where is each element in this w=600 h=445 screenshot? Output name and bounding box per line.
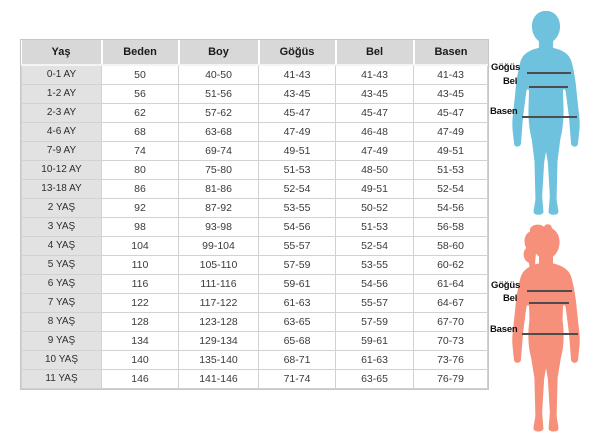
value-cell: 68-71 <box>259 350 336 369</box>
girl-silhouette <box>512 227 579 432</box>
value-cell: 71-74 <box>259 369 336 388</box>
value-cell: 48-50 <box>336 160 414 179</box>
value-cell: 69-74 <box>179 141 259 160</box>
value-cell: 73-76 <box>414 350 488 369</box>
value-cell: 87-92 <box>179 198 259 217</box>
table-row <box>22 179 488 198</box>
age-cell: 13-18 AY <box>22 179 102 198</box>
value-cell: 117-122 <box>179 293 259 312</box>
value-cell: 41-43 <box>259 65 336 84</box>
value-cell: 60-62 <box>414 255 488 274</box>
value-cell: 49-51 <box>414 141 488 160</box>
male-chest-label: Göğüs <box>491 62 521 73</box>
value-cell: 105-110 <box>179 255 259 274</box>
value-cell: 52-54 <box>259 179 336 198</box>
age-cell: 10-12 AY <box>22 160 102 179</box>
column-header: Basen <box>414 40 488 65</box>
column-header: Beden <box>102 40 179 65</box>
value-cell: 59-61 <box>336 331 414 350</box>
value-cell: 47-49 <box>259 122 336 141</box>
value-cell: 57-59 <box>259 255 336 274</box>
value-cell: 43-45 <box>414 84 488 103</box>
age-cell: 2 YAŞ <box>22 198 102 217</box>
value-cell: 128 <box>102 312 179 331</box>
value-cell: 98 <box>102 217 179 236</box>
value-cell: 61-63 <box>259 293 336 312</box>
value-cell: 49-51 <box>336 179 414 198</box>
value-cell: 110 <box>102 255 179 274</box>
age-cell: 11 YAŞ <box>22 369 102 388</box>
value-cell: 47-49 <box>414 122 488 141</box>
column-header: Boy <box>179 40 259 65</box>
value-cell: 123-128 <box>179 312 259 331</box>
value-cell: 63-68 <box>179 122 259 141</box>
age-cell: 1-2 AY <box>22 84 102 103</box>
value-cell: 56-58 <box>414 217 488 236</box>
value-cell: 51-53 <box>259 160 336 179</box>
table-row <box>22 65 488 84</box>
value-cell: 141-146 <box>179 369 259 388</box>
header-row <box>22 40 488 65</box>
value-cell: 99-104 <box>179 236 259 255</box>
value-cell: 58-60 <box>414 236 488 255</box>
value-cell: 104 <box>102 236 179 255</box>
value-cell: 53-55 <box>259 198 336 217</box>
value-cell: 57-59 <box>336 312 414 331</box>
table-row <box>22 293 488 312</box>
male-chest-line <box>527 72 571 74</box>
value-cell: 146 <box>102 369 179 388</box>
value-cell: 54-56 <box>414 198 488 217</box>
value-cell: 70-73 <box>414 331 488 350</box>
value-cell: 47-49 <box>336 141 414 160</box>
value-cell: 45-47 <box>336 103 414 122</box>
value-cell: 54-56 <box>336 274 414 293</box>
value-cell: 54-56 <box>259 217 336 236</box>
value-cell: 43-45 <box>336 84 414 103</box>
female-hip-label: Basen <box>490 324 518 335</box>
age-cell: 6 YAŞ <box>22 274 102 293</box>
value-cell: 111-116 <box>179 274 259 293</box>
value-cell: 86 <box>102 179 179 198</box>
value-cell: 75-80 <box>179 160 259 179</box>
value-cell: 41-43 <box>336 65 414 84</box>
value-cell: 67-70 <box>414 312 488 331</box>
value-cell: 51-56 <box>179 84 259 103</box>
value-cell: 50-52 <box>336 198 414 217</box>
column-header: Göğüs <box>259 40 336 65</box>
table-row <box>22 160 488 179</box>
age-cell: 7-9 AY <box>22 141 102 160</box>
female-waist-label: Bel <box>503 293 518 304</box>
female-hip-line <box>522 333 578 335</box>
table-row <box>22 369 488 388</box>
male-waist-line <box>529 86 568 88</box>
table-row <box>22 236 488 255</box>
column-header: Yaş <box>22 40 102 65</box>
value-cell: 61-64 <box>414 274 488 293</box>
value-cell: 50 <box>102 65 179 84</box>
age-cell: 2-3 AY <box>22 103 102 122</box>
boy-silhouette <box>512 11 579 215</box>
age-cell: 7 YAŞ <box>22 293 102 312</box>
age-cell: 0-1 AY <box>22 65 102 84</box>
value-cell: 140 <box>102 350 179 369</box>
age-cell: 4 YAŞ <box>22 236 102 255</box>
table-row <box>22 331 488 350</box>
value-cell: 135-140 <box>179 350 259 369</box>
value-cell: 61-63 <box>336 350 414 369</box>
value-cell: 56 <box>102 84 179 103</box>
table-row <box>22 255 488 274</box>
size-table-body <box>22 65 488 388</box>
table-row <box>22 198 488 217</box>
table-row <box>22 84 488 103</box>
value-cell: 93-98 <box>179 217 259 236</box>
age-cell: 9 YAŞ <box>22 331 102 350</box>
value-cell: 116 <box>102 274 179 293</box>
value-cell: 53-55 <box>336 255 414 274</box>
male-hip-label: Basen <box>490 106 518 117</box>
value-cell: 55-57 <box>336 293 414 312</box>
female-chest-line <box>527 290 572 292</box>
value-cell: 63-65 <box>259 312 336 331</box>
age-cell: 8 YAŞ <box>22 312 102 331</box>
value-cell: 40-50 <box>179 65 259 84</box>
value-cell: 43-45 <box>259 84 336 103</box>
value-cell: 51-53 <box>336 217 414 236</box>
value-cell: 57-62 <box>179 103 259 122</box>
value-cell: 52-54 <box>336 236 414 255</box>
value-cell: 59-61 <box>259 274 336 293</box>
age-cell: 10 YAŞ <box>22 350 102 369</box>
value-cell: 45-47 <box>259 103 336 122</box>
value-cell: 134 <box>102 331 179 350</box>
value-cell: 49-51 <box>259 141 336 160</box>
table-row <box>22 122 488 141</box>
value-cell: 129-134 <box>179 331 259 350</box>
table-row <box>22 350 488 369</box>
value-cell: 68 <box>102 122 179 141</box>
size-chart-table <box>21 40 488 389</box>
value-cell: 55-57 <box>259 236 336 255</box>
table-row <box>22 141 488 160</box>
value-cell: 80 <box>102 160 179 179</box>
value-cell: 45-47 <box>414 103 488 122</box>
value-cell: 46-48 <box>336 122 414 141</box>
value-cell: 122 <box>102 293 179 312</box>
value-cell: 92 <box>102 198 179 217</box>
value-cell: 52-54 <box>414 179 488 198</box>
table-row <box>22 312 488 331</box>
male-waist-label: Bel <box>503 76 518 87</box>
table-row <box>22 103 488 122</box>
value-cell: 64-67 <box>414 293 488 312</box>
age-cell: 4-6 AY <box>22 122 102 141</box>
value-cell: 81-86 <box>179 179 259 198</box>
male-hip-line <box>522 116 577 118</box>
column-header: Bel <box>336 40 414 65</box>
table-row <box>22 217 488 236</box>
value-cell: 51-53 <box>414 160 488 179</box>
value-cell: 65-68 <box>259 331 336 350</box>
size-table-wrapper <box>20 39 489 390</box>
female-chest-label: Göğüs <box>491 280 521 291</box>
value-cell: 76-79 <box>414 369 488 388</box>
table-row <box>22 274 488 293</box>
value-cell: 62 <box>102 103 179 122</box>
value-cell: 74 <box>102 141 179 160</box>
value-cell: 63-65 <box>336 369 414 388</box>
female-waist-line <box>529 302 569 304</box>
age-cell: 5 YAŞ <box>22 255 102 274</box>
age-cell: 3 YAŞ <box>22 217 102 236</box>
value-cell: 41-43 <box>414 65 488 84</box>
